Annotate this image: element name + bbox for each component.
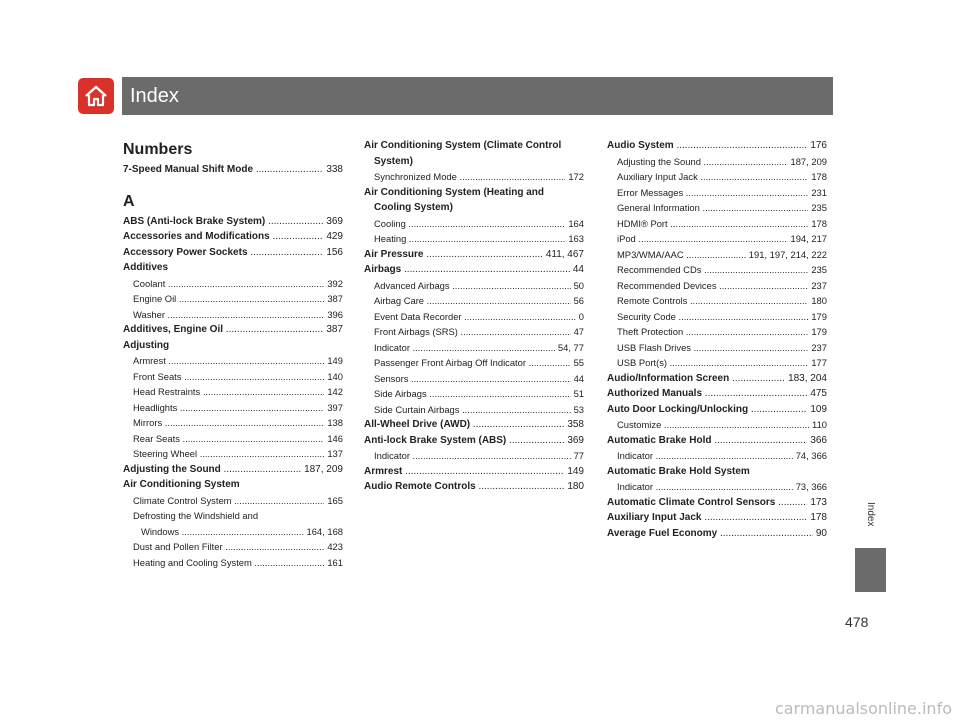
index-entry-page[interactable]: 191, 197, 214, 222 — [746, 247, 827, 263]
index-entry-text: ABS (Anti-lock Brake System) ..... — [123, 214, 323, 230]
index-entry-text: Cooling ..... — [374, 216, 565, 232]
index-entry-page[interactable]: 56 — [571, 293, 584, 309]
index-entry-text: Engine Oil ..... — [133, 291, 324, 307]
index-entry[interactable] — [364, 433, 584, 449]
index-entry[interactable] — [123, 307, 343, 323]
index-entry-text: USB Port(s) ..... — [617, 355, 808, 371]
index-entry-page[interactable]: 231 — [808, 185, 827, 201]
index-entry-page[interactable]: 475 — [807, 386, 827, 402]
index-entry-text: Theft Protection ..... — [617, 324, 808, 340]
index-entry-page[interactable]: 74, 366 — [793, 448, 827, 464]
index-entry-text: Front Seats ..... — [133, 369, 324, 385]
index-entry[interactable] — [123, 353, 343, 369]
index-entry-page[interactable]: 149 — [564, 464, 584, 480]
index-entry[interactable] — [607, 154, 827, 170]
index-entry[interactable] — [607, 433, 827, 449]
index-list-numbers — [123, 162, 343, 178]
index-entry[interactable] — [123, 260, 343, 276]
index-entry[interactable] — [607, 355, 827, 371]
index-entry[interactable] — [123, 415, 343, 431]
index-entry-text: Remote Controls ..... — [617, 293, 808, 309]
index-entry-text: iPod ..... — [617, 231, 788, 247]
index-entry[interactable] — [607, 200, 827, 216]
index-entry-page[interactable]: 140 — [324, 369, 343, 385]
index-entry-text: Accessory Power Sockets ..... — [123, 245, 323, 261]
section-heading-a: A — [123, 192, 135, 210]
index-entry[interactable] — [123, 446, 343, 462]
index-entry-text: System) — [374, 155, 413, 167]
index-entry-page[interactable]: 358 — [564, 417, 584, 433]
side-section-marker[interactable] — [855, 548, 886, 592]
index-entry[interactable] — [123, 477, 343, 493]
index-entry-page[interactable]: 387 — [323, 322, 343, 338]
index-entry-page[interactable]: 163 — [565, 231, 584, 247]
index-entry-page[interactable]: 176 — [807, 138, 827, 154]
index-entry-text: Additives, Engine Oil ..... — [123, 322, 323, 338]
index-entry[interactable] — [123, 322, 343, 338]
index-entry-text: Event Data Recorder ..... — [374, 309, 576, 325]
index-column-3 — [607, 138, 827, 541]
index-column-1 — [123, 138, 343, 570]
index-entry[interactable] — [364, 402, 584, 418]
index-entry-text: Airbag Care ..... — [374, 293, 571, 309]
index-entry[interactable] — [364, 309, 584, 325]
page-number: 478 — [845, 614, 869, 630]
index-entry-text: Auto Door Locking/Unlocking ..... — [607, 402, 807, 418]
index-entry[interactable] — [364, 231, 584, 247]
index-entry[interactable] — [123, 400, 343, 416]
section-heading-numbers: Numbers — [123, 141, 193, 158]
index-entry[interactable] — [364, 386, 584, 402]
index-entry-page[interactable]: 44 — [570, 262, 584, 278]
index-entry-page[interactable]: 237 — [808, 340, 827, 356]
index-entry-text: USB Flash Drives ..... — [617, 340, 808, 356]
index-entry-text: Front Airbags (SRS) ..... — [374, 324, 571, 340]
index-entry[interactable] — [123, 276, 343, 292]
index-entry-text: Air Conditioning System — [123, 479, 240, 490]
index-entry[interactable] — [607, 386, 827, 402]
watermark: carmanualsonline.info — [774, 699, 952, 718]
index-entry[interactable] — [607, 495, 827, 511]
index-entry[interactable] — [123, 214, 343, 230]
index-entry-text: Indicator ..... — [617, 479, 793, 495]
index-entry-text: Synchronized Mode ..... — [374, 169, 565, 185]
index-entry-text: Airbags ..... — [364, 262, 570, 278]
index-entry[interactable] — [364, 417, 584, 433]
index-entry-text: Adjusting — [123, 339, 170, 351]
index-entry[interactable] — [607, 278, 827, 294]
index-entry-page[interactable]: 149 — [324, 353, 343, 369]
index-entry[interactable] — [607, 371, 827, 387]
index-entry-page[interactable]: 164, 168 — [304, 524, 344, 540]
index-entry-page[interactable]: 173 — [807, 495, 827, 511]
index-entry-text: Auxiliary Input Jack ..... — [617, 169, 808, 185]
index-entry-text: Automatic Climate Control Sensors ..... — [607, 495, 807, 511]
index-entry-page[interactable]: 138 — [324, 415, 343, 431]
index-entry[interactable] — [123, 384, 343, 400]
index-entry-page[interactable]: 146 — [324, 431, 343, 447]
home-icon-button[interactable] — [78, 78, 114, 114]
index-entry-text: Rear Seats ..... — [133, 431, 324, 447]
index-entry-text: Heating ..... — [374, 231, 565, 247]
index-entry-text: HDMI® Port ..... — [617, 216, 808, 232]
index-entry[interactable] — [607, 324, 827, 340]
index-entry-page[interactable]: 51 — [571, 386, 584, 402]
index-entry-text: MP3/WMA/AAC ..... — [617, 247, 746, 263]
index-entry-text: General Information ..... — [617, 200, 808, 216]
index-entry-page[interactable]: 156 — [323, 245, 343, 261]
index-entry[interactable] — [364, 138, 584, 154]
header-bar — [122, 77, 833, 115]
index-entry-page[interactable]: 235 — [808, 200, 827, 216]
index-entry[interactable] — [123, 229, 343, 245]
index-entry[interactable] — [607, 216, 827, 232]
index-entry-text: Audio System ..... — [607, 138, 807, 154]
index-entry-page[interactable]: 110 — [809, 417, 827, 433]
index-entry-page[interactable]: 54, 77 — [555, 340, 584, 356]
index-entry-page[interactable]: 338 — [323, 162, 343, 178]
index-entry[interactable] — [364, 355, 584, 371]
index-entry-text: Recommended Devices ..... — [617, 278, 808, 294]
index-entry-page[interactable]: 369 — [564, 433, 584, 449]
index-entry-page[interactable]: 392 — [324, 276, 343, 292]
index-entry-text: Heating and Cooling System ..... — [133, 555, 324, 571]
index-entry-page[interactable]: 50 — [571, 278, 584, 294]
index-entry[interactable] — [364, 200, 584, 216]
index-entry-page[interactable]: 90 — [813, 526, 827, 542]
index-entry-text: Security Code ..... — [617, 309, 808, 325]
index-entry[interactable] — [607, 402, 827, 418]
index-entry-text: Customize ..... — [617, 417, 809, 433]
index-entry[interactable] — [364, 479, 584, 495]
index-entry[interactable] — [607, 417, 827, 433]
index-list-col2 — [364, 138, 584, 495]
index-entry-text: Steering Wheel ..... — [133, 446, 324, 462]
index-entry[interactable] — [123, 162, 343, 178]
index-entry-text: Additives — [123, 262, 169, 273]
index-entry[interactable] — [607, 247, 827, 263]
index-entry-text: Mirrors ..... — [133, 415, 324, 431]
index-entry[interactable] — [364, 169, 584, 185]
index-entry-text: Headlights ..... — [133, 400, 324, 416]
index-entry[interactable] — [607, 169, 827, 185]
index-entry-page[interactable]: 397 — [324, 400, 343, 416]
index-entry[interactable] — [364, 324, 584, 340]
index-entry-text: Audio Remote Controls ..... — [364, 479, 564, 495]
index-entry-text: Recommended CDs ..... — [617, 262, 808, 278]
index-entry-page[interactable]: 411, 467 — [543, 247, 584, 263]
index-entry[interactable] — [123, 524, 343, 540]
index-entry-text: Armrest ..... — [133, 353, 324, 369]
index-entry-text: 7-Speed Manual Shift Mode ..... — [123, 162, 323, 178]
index-entry[interactable] — [607, 262, 827, 278]
index-entry-page[interactable]: 177 — [808, 355, 827, 371]
index-entry-page[interactable]: 109 — [807, 402, 827, 418]
index-entry-text: Audio/Information Screen ..... — [607, 371, 785, 387]
index-entry-text: Adjusting the Sound ..... — [617, 154, 788, 170]
index-entry-page[interactable]: 180 — [808, 293, 827, 309]
index-entry-page[interactable]: 183, 204 — [785, 371, 827, 387]
index-list-a — [123, 214, 343, 571]
index-entry-text: Authorized Manuals ..... — [607, 386, 807, 402]
index-entry[interactable] — [607, 448, 827, 464]
index-entry[interactable] — [364, 464, 584, 480]
index-entry-text: Head Restraints ..... — [133, 384, 324, 400]
index-entry-page[interactable]: 137 — [324, 446, 343, 462]
index-entry-text: Indicator ..... — [374, 340, 555, 356]
index-entry-page[interactable]: 235 — [808, 262, 827, 278]
index-entry-page[interactable]: 187, 209 — [301, 462, 343, 478]
index-entry-text: Defrosting the Windshield and — [133, 510, 259, 521]
index-entry-text: Automatic Brake Hold ..... — [607, 433, 807, 449]
index-entry-text: All-Wheel Drive (AWD) ..... — [364, 417, 564, 433]
index-entry-text: Windows ..... — [141, 524, 304, 540]
index-entry-text: Armrest ..... — [364, 464, 564, 480]
index-entry[interactable] — [607, 138, 827, 154]
index-entry-text: Automatic Brake Hold System — [607, 465, 750, 477]
index-entry[interactable] — [123, 369, 343, 385]
index-entry-text: Indicator ..... — [617, 448, 793, 464]
index-entry-page[interactable]: 429 — [323, 229, 343, 245]
index-entry[interactable] — [364, 278, 584, 294]
index-entry[interactable] — [607, 231, 827, 247]
index-entry-page[interactable]: 194, 217 — [788, 231, 828, 247]
index-entry-page[interactable]: 187, 209 — [788, 154, 828, 170]
index-entry-page[interactable]: 73, 366 — [793, 479, 827, 495]
index-entry[interactable] — [123, 431, 343, 447]
index-entry-page[interactable]: 178 — [807, 510, 827, 526]
index-entry-text: Coolant ..... — [133, 276, 324, 292]
index-entry[interactable] — [364, 216, 584, 232]
index-entry[interactable] — [364, 185, 584, 201]
index-entry-text: Advanced Airbags ..... — [374, 278, 571, 294]
index-entry-page[interactable]: 165 — [324, 493, 343, 509]
home-icon — [83, 83, 109, 109]
index-entry-text: Air Conditioning System (Climate Control — [364, 140, 562, 151]
index-entry[interactable] — [607, 479, 827, 495]
index-entry[interactable] — [607, 309, 827, 325]
index-entry[interactable] — [607, 340, 827, 356]
index-entry[interactable] — [364, 293, 584, 309]
index-entry-text: Average Fuel Economy ..... — [607, 526, 813, 542]
index-entry[interactable] — [364, 371, 584, 387]
index-entry-page[interactable]: 179 — [808, 309, 827, 325]
index-entry-page[interactable]: 77 — [571, 448, 584, 464]
index-entry[interactable] — [364, 247, 584, 263]
index-entry[interactable] — [123, 245, 343, 261]
index-entry[interactable] — [607, 526, 827, 542]
index-entry-text: Washer ..... — [133, 307, 324, 323]
index-entry-page[interactable]: 180 — [564, 479, 584, 495]
index-entry-text: Side Curtain Airbags ..... — [374, 402, 571, 418]
index-entry-page[interactable]: 237 — [808, 278, 827, 294]
index-entry-text: Climate Control System ..... — [133, 493, 324, 509]
index-entry-text: Sensors ..... — [374, 371, 571, 387]
index-entry-page[interactable]: 44 — [571, 371, 584, 387]
index-entry-page[interactable]: 387 — [324, 291, 343, 307]
index-entry-text: Adjusting the Sound ..... — [123, 462, 301, 478]
index-entry[interactable] — [123, 338, 343, 354]
index-entry[interactable] — [607, 510, 827, 526]
index-entry[interactable] — [364, 340, 584, 356]
index-entry-page[interactable]: 366 — [807, 433, 827, 449]
index-entry-text: Anti-lock Brake System (ABS) ..... — [364, 433, 564, 449]
index-entry[interactable] — [607, 293, 827, 309]
index-entry[interactable] — [364, 154, 584, 170]
index-entry[interactable] — [364, 262, 584, 278]
index-entry-text: Air Pressure ..... — [364, 247, 543, 263]
index-entry-text: Air Conditioning System (Heating and — [364, 186, 545, 198]
index-entry-page[interactable]: 164 — [565, 216, 584, 232]
index-entry[interactable] — [123, 539, 343, 555]
index-list-col3 — [607, 138, 827, 541]
index-entry-page[interactable]: 47 — [571, 324, 584, 340]
side-section-label: Index — [865, 502, 876, 527]
page-title: Index — [130, 85, 179, 107]
index-entry-page[interactable]: 423 — [324, 539, 343, 555]
index-entry-page[interactable]: 142 — [324, 384, 343, 400]
index-entry[interactable] — [123, 462, 343, 478]
index-entry-page[interactable]: 55 — [571, 355, 584, 371]
index-entry-text: Accessories and Modifications ..... — [123, 229, 323, 245]
index-entry-page[interactable]: 178 — [808, 216, 827, 232]
index-entry-text: Side Airbags ..... — [374, 386, 571, 402]
index-entry-text: Indicator ..... — [374, 448, 571, 464]
index-entry-text: Cooling System) — [374, 202, 453, 213]
index-entry[interactable] — [607, 464, 827, 480]
index-entry-page[interactable]: 396 — [324, 307, 343, 323]
index-entry-page[interactable]: 179 — [808, 324, 827, 340]
index-entry-page[interactable]: 369 — [323, 214, 343, 230]
index-entry-page[interactable]: 172 — [565, 169, 584, 185]
index-entry[interactable] — [123, 291, 343, 307]
index-entry-text: Dust and Pollen Filter ..... — [133, 539, 324, 555]
index-entry-page[interactable]: 161 — [324, 555, 343, 571]
index-entry[interactable] — [123, 508, 343, 524]
index-entry[interactable] — [364, 448, 584, 464]
index-entry-text: Auxiliary Input Jack ..... — [607, 510, 807, 526]
index-entry-text: Passenger Front Airbag Off Indicator ..... — [374, 355, 571, 371]
index-entry-page[interactable]: 53 — [571, 402, 584, 418]
index-entry[interactable] — [607, 185, 827, 201]
index-entry-page[interactable]: 0 — [576, 309, 584, 325]
index-entry-text: Error Messages ..... — [617, 185, 808, 201]
index-column-2 — [364, 138, 584, 495]
index-entry-page[interactable]: 178 — [808, 169, 827, 185]
index-entry[interactable] — [123, 493, 343, 509]
index-entry[interactable] — [123, 555, 343, 571]
